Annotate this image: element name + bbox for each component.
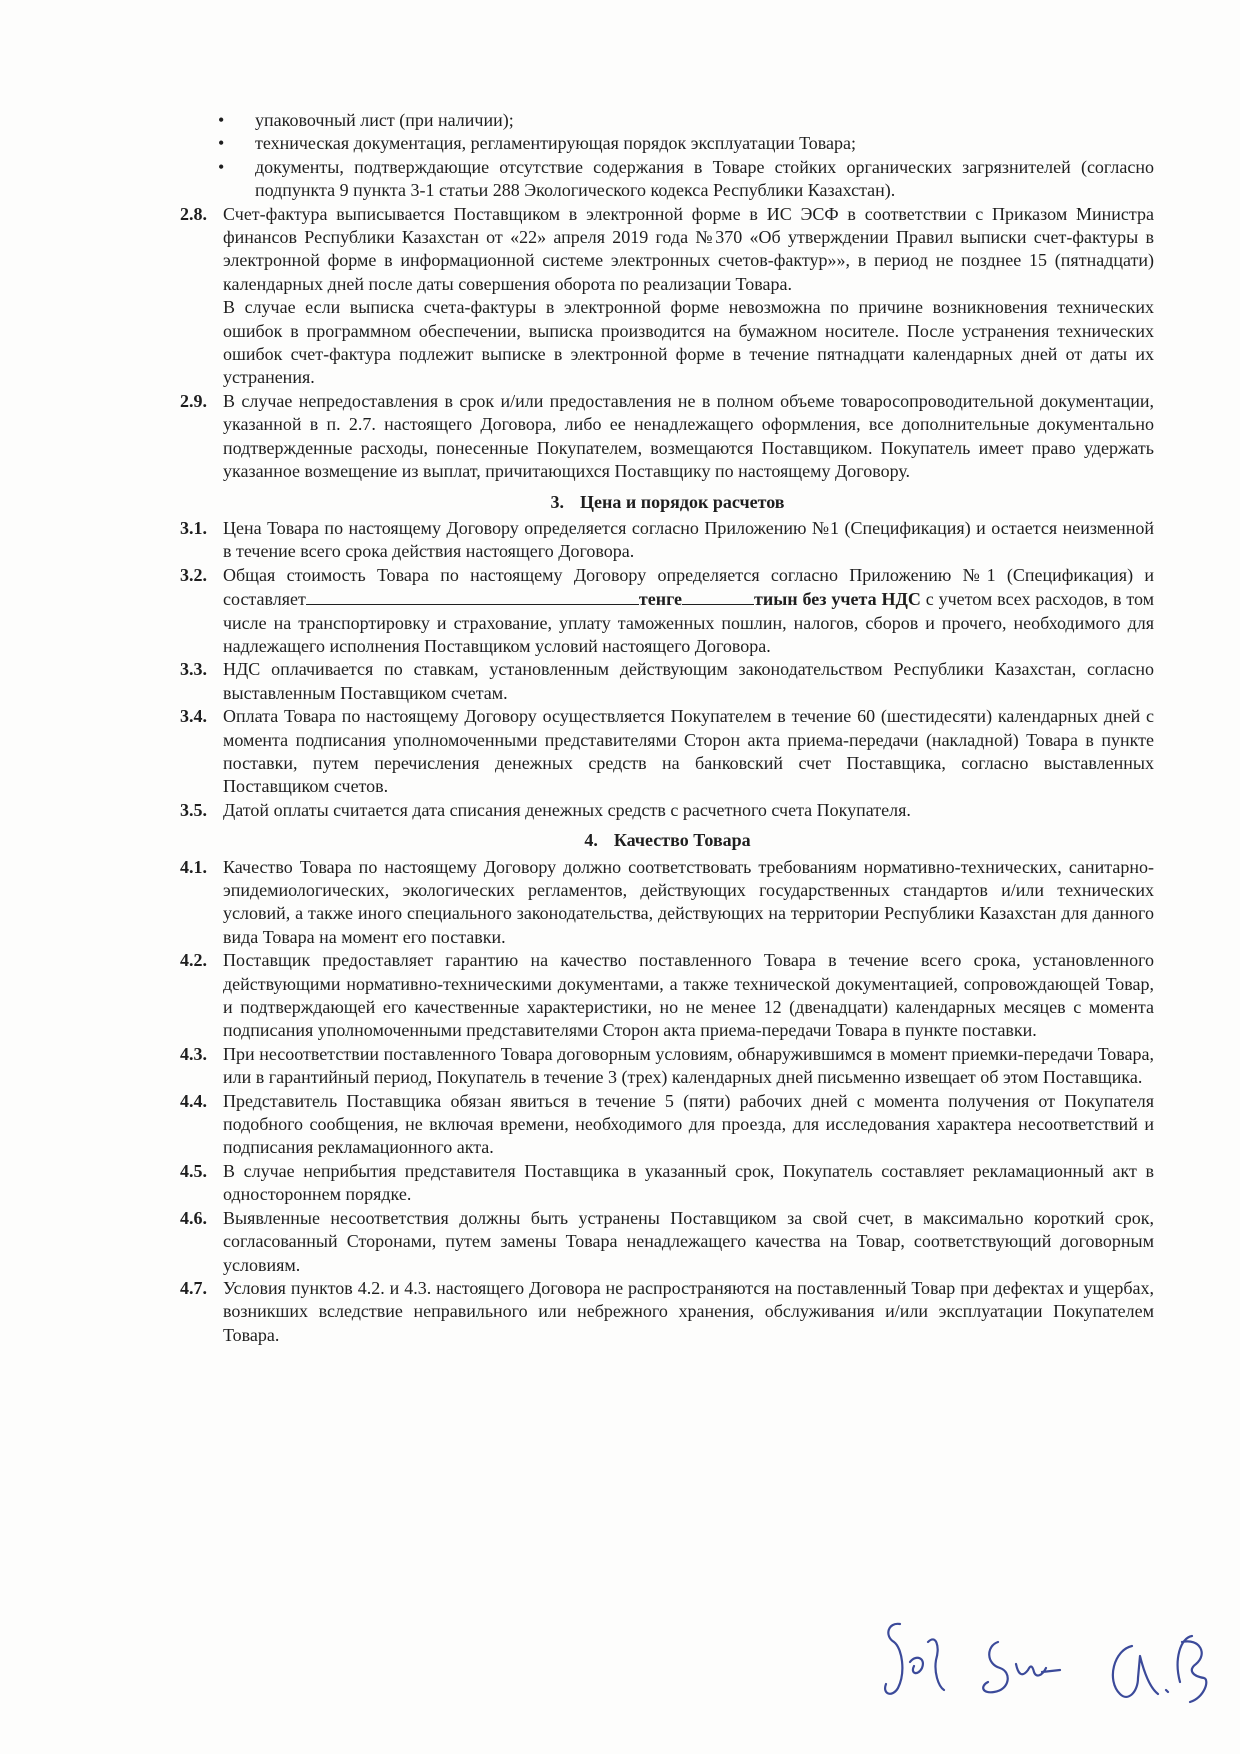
clause-text: В случае неприбытия представителя Поставщика в указанный срок, Покупатель составляет рекламационный акт в одностороннем порядке. xyxy=(223,1160,1154,1205)
clause-number: 4.5. xyxy=(180,1160,207,1181)
clause-text xyxy=(223,564,1154,659)
amount-blank-field xyxy=(306,587,639,605)
signature-mark xyxy=(983,1642,1060,1692)
clause-4-5 xyxy=(181,1160,1154,1207)
clause-3-5 xyxy=(181,799,1154,822)
clause-number: 3.1. xyxy=(180,517,207,538)
clause-number: 4.3. xyxy=(180,1043,207,1064)
section-heading-4 xyxy=(181,829,1154,852)
clause-number: 3.4. xyxy=(180,706,207,727)
clause-4-1 xyxy=(181,856,1154,950)
clause-text: В случае непредоставления в срок и/или предоставления не в полном объеме товаросопроводительной документации, указанной в п. 2.7. настоящего Договора, либо ее ненадлежащего оформления, все дополнительные документально подтвержденные расходы, понесенные Покупателем, возмещаются Поставщиком. Покупатель имеет право удержать указанное возмещение из выплат, причитающихся Поставщику по настоящему Договору. xyxy=(223,390,1154,482)
clause-text: Оплата Товара по настоящему Договору осуществляется Покупателем в течение 60 (шестидесяти) календарных дней с момента подписания уполномоченными представителями Сторон акта приема-передачи (накладной) Товара в пункте поставки, путем перечисления денежных средств на банковский счет Поставщика, согласно выставленных Поставщиком счетов. xyxy=(223,706,1154,797)
clause-2-9 xyxy=(181,390,1154,484)
clause-text: В случае если выписка счета-фактуры в электронной форме невозможна по причине возникновения технических ошибок в программном обеспечении, выписка производится на бумажном носителе. После устранения технических ошибок счет-фактура подлежит выписке в электронной форме в течение пятнадцати календарных дней от даты их устранения. xyxy=(223,297,1154,388)
clause-text: НДС оплачивается по ставкам, установленным действующим законодательством Республики Казахстан, согласно выставленным Поставщиком счетам. xyxy=(223,659,1154,703)
clause-text: Датой оплаты считается дата списания денежных средств с расчетного счета Покупателя. xyxy=(223,799,911,820)
clause-3-4 xyxy=(181,705,1154,799)
clause-3-3 xyxy=(181,658,1154,705)
clause-number: 4.4. xyxy=(180,1090,207,1111)
clause-text: Выявленные несоответствия должны быть устранены Поставщиком за свой счет, в максимально короткий срок, согласованный Сторонами, путем замены Товара ненадлежащего качества на Товар, соответствующий договорным условиям. xyxy=(223,1207,1154,1275)
bullet-item: • техническая документация, регламентирующая порядок эксплуатации Товара; xyxy=(218,132,1154,155)
currency-label: тенге xyxy=(638,589,683,610)
clause-number: 4.2. xyxy=(180,950,207,971)
clause-text: Поставщик предоставляет гарантию на качество поставленного Товара в течение всего срока, установленного действующими нормативно-техническими документами, а также технической документацией, сопровождающей Товар, и подтверждающей его качественные характеристики, но не менее 12 (двенадцати) календарных месяцев с момента подписания уполномоченными представителями Сторон акта приема-передачи Товара в пункте поставки. xyxy=(223,950,1154,1041)
section-number: 3. xyxy=(550,491,564,512)
signature-mark xyxy=(885,1624,944,1694)
clause-text: Условия пунктов 4.2. и 4.3. настоящего Договора не распространяются на поставленный Товар при дефектах и ущербах, возникших вследствие неправильного или небрежного хранения, обслуживания и/или эксплуатации Покупателем Товара. xyxy=(223,1277,1154,1345)
signature-mark xyxy=(1113,1636,1206,1702)
clause-text: Счет-фактура выписывается Поставщиком в электронной форме в ИС ЭСФ в соответствии с Приказом Министра финансов Республики Казахстан от «22» апреля 2019 года №370 «Об утверждении Правил выписки счет-фактуры в электронной форме в информационной системе электронных счетов-фактур»», в период не позднее 15 (пятнадцати) календарных дней после даты совершения оборота по реализации Товара. xyxy=(223,203,1154,294)
clause-text: Цена Товара по настоящему Договору определяется согласно Приложению №1 (Спецификация) и остается неизменной в течение всего срока действия настоящего Договора. xyxy=(223,517,1154,562)
section-title: Качество Товара xyxy=(613,830,751,851)
clause-2-8 xyxy=(181,203,1154,390)
clause-number: 2.8. xyxy=(180,203,207,224)
clause-4-4 xyxy=(181,1090,1154,1160)
clause-3-2 xyxy=(181,564,1154,659)
signature-drawing xyxy=(870,1602,1230,1722)
clause-number: 3.2. xyxy=(180,564,207,585)
clause-text: Качество Товара по настоящему Договору должно соответствовать требованиям нормативно-технических, санитарно-эпидемиологических, экологических регламентов, действующих государственных стандартов и/или технических условий, а также иного специального законодательства, действующих на территории Республики Казахстан для данного вида Товара на момент его поставки. xyxy=(223,856,1154,947)
document-body xyxy=(181,109,1154,1347)
clause-number: 3.3. xyxy=(180,659,207,680)
clause-number: 3.5. xyxy=(180,799,207,820)
section-number: 4. xyxy=(584,830,598,851)
handwritten-initials xyxy=(870,1602,1230,1722)
clause-4-6 xyxy=(181,1207,1154,1277)
clause-text-part: с учетом всех расходов, в том числе на транспортировку и страхование, уплату таможенных пошлин, налогов, сборов и прочего, необходимого для надлежащего исполнения Поставщиком условий настоящего Договора. xyxy=(223,589,1155,656)
clause-text-part: Общая стоимость Товара по настоящему Договору определяется согласно Приложению №1 (Спецификация) и составляет xyxy=(223,564,1154,610)
clause-number: 2.9. xyxy=(180,390,207,411)
clause-3-1 xyxy=(181,517,1154,564)
clause-number: 4.7. xyxy=(180,1277,207,1298)
clause-4-2 xyxy=(181,949,1154,1043)
bullet-item: • упаковочный лист (при наличии); xyxy=(218,109,1154,132)
bullet-item: • документы, подтверждающие отсутствие содержания в Товаре стойких органических загрязнителей (согласно подпункта 9 пункта 3-1 статьи 288 Экологического кодекса Республики Казахстан). xyxy=(218,156,1154,203)
clause-text: Представитель Поставщика обязан явиться в течение 5 (пяти) рабочих дней с момента получения от Покупателя подобного сообщения, не включая времени, необходимого для проезда, для исследования характера несоответствий и подписания рекламационного акта. xyxy=(223,1090,1154,1158)
clause-4-3 xyxy=(181,1043,1154,1090)
clause-text: При несоответствии поставленного Товара договорным условиям, обнаружившимся в момент приемки-передачи Товара, или в гарантийный период, Покупатель в течение 3 (трех) календарных дней письменно извещает об этом Поставщика. xyxy=(223,1043,1154,1088)
subunit-blank-field xyxy=(682,587,754,605)
section-heading-3 xyxy=(181,491,1154,514)
clause-number: 4.1. xyxy=(180,856,207,877)
clause-number: 4.6. xyxy=(180,1207,207,1228)
clause-4-7 xyxy=(181,1277,1154,1347)
bullet-list xyxy=(218,109,1154,203)
subunit-label: тиын без учета НДС xyxy=(754,589,921,610)
section-title: Цена и порядок расчетов xyxy=(580,491,785,512)
